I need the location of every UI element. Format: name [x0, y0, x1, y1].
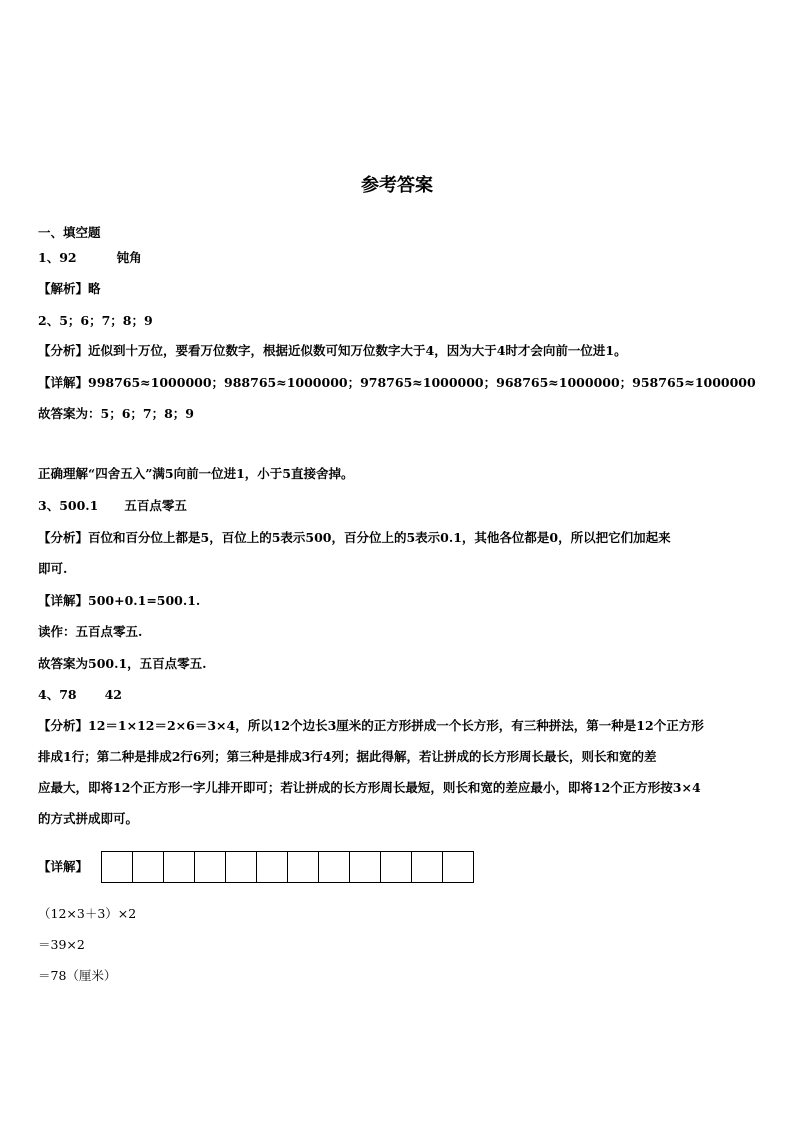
q3-answer-line — [38, 497, 187, 515]
q4-analysis-line-2: 排成1行；第二种是排成2行6列；第三种是排成3行4列；据此得解，若让拼成的长方形周长最长，则长和宽的差 — [38, 749, 657, 764]
q2-analysis: 【分析】近似到十万位，要看万位数字，根据近似数可知万位数字大于4，因为大于4时才会向前一位进1。 — [38, 343, 627, 358]
square-cell — [163, 851, 195, 883]
square-cell — [101, 851, 133, 883]
q4-analysis-line-4: 的方式拼成即可。 — [38, 811, 139, 826]
square-cell — [349, 851, 381, 883]
square-cell — [411, 851, 443, 883]
q3-answer: 3、500.1 — [38, 498, 99, 513]
q1-answer: 1、92 — [38, 250, 77, 265]
q2-note: 正确理解“四舍五入”满5向前一位进1，小于5直接舍掉。 — [38, 466, 354, 481]
square-cell — [442, 851, 474, 883]
square-cell — [256, 851, 288, 883]
q4-calc-line-3: ＝78（厘米） — [38, 968, 117, 983]
section-heading: 一、填空题 — [38, 225, 101, 240]
square-cell — [380, 851, 412, 883]
q3-analysis-line-1: 【分析】百位和百分位上都是5，百位上的5表示500，百分位上的5表示0.1，其他各位都是0，所以把它们加起来 — [38, 530, 671, 545]
q4-answer: 4、78 — [38, 687, 77, 702]
q4-calc-line-1: （12×3＋3）×2 — [38, 906, 137, 921]
q3-answer-2: 五百点零五 — [124, 498, 187, 513]
q4-analysis-line-3: 应最大，即将12个正方形一字儿排开即可；若让拼成的长方形周长最短，则长和宽的差应最小，即将12个正方形按3×4 — [38, 780, 701, 795]
q1-analysis: 【解析】略 — [38, 281, 101, 296]
q4-detail-label: 【详解】 — [38, 859, 89, 874]
q3-read: 读作：五百点零五. — [38, 624, 143, 639]
q1-answer-2: 钝角 — [116, 250, 142, 265]
q2-answer: 2、5；6；7；8；9 — [38, 313, 153, 328]
q3-analysis-line-2: 即可. — [38, 561, 68, 576]
q4-calc-line-2: ＝39×2 — [38, 937, 85, 952]
square-cell — [132, 851, 164, 883]
q3-final: 故答案为500.1，五百点零五. — [38, 656, 207, 671]
square-cell — [318, 851, 350, 883]
q2-final: 故答案为：5；6；7；8；9 — [38, 406, 194, 421]
page-title: 参考答案 — [361, 175, 433, 196]
q4-answer-2: 42 — [104, 687, 122, 702]
q4-analysis-line-1: 【分析】12＝1×12＝2×6＝3×4，所以12个边长3厘米的正方形拼成一个长方形，有三种拼法，第一种是12个正方形 — [38, 718, 704, 733]
square-cell — [225, 851, 257, 883]
q2-detail: 【详解】998765≈1000000；988765≈1000000；978765≈1000000；968765≈1000000；958765≈1000000 — [38, 375, 756, 390]
q3-detail: 【详解】500+0.1=500.1. — [38, 593, 201, 608]
square-cell — [287, 851, 319, 883]
squares-row-diagram — [101, 851, 474, 883]
square-cell — [194, 851, 226, 883]
q1-answer-line — [38, 249, 142, 267]
q4-answer-line — [38, 686, 122, 704]
